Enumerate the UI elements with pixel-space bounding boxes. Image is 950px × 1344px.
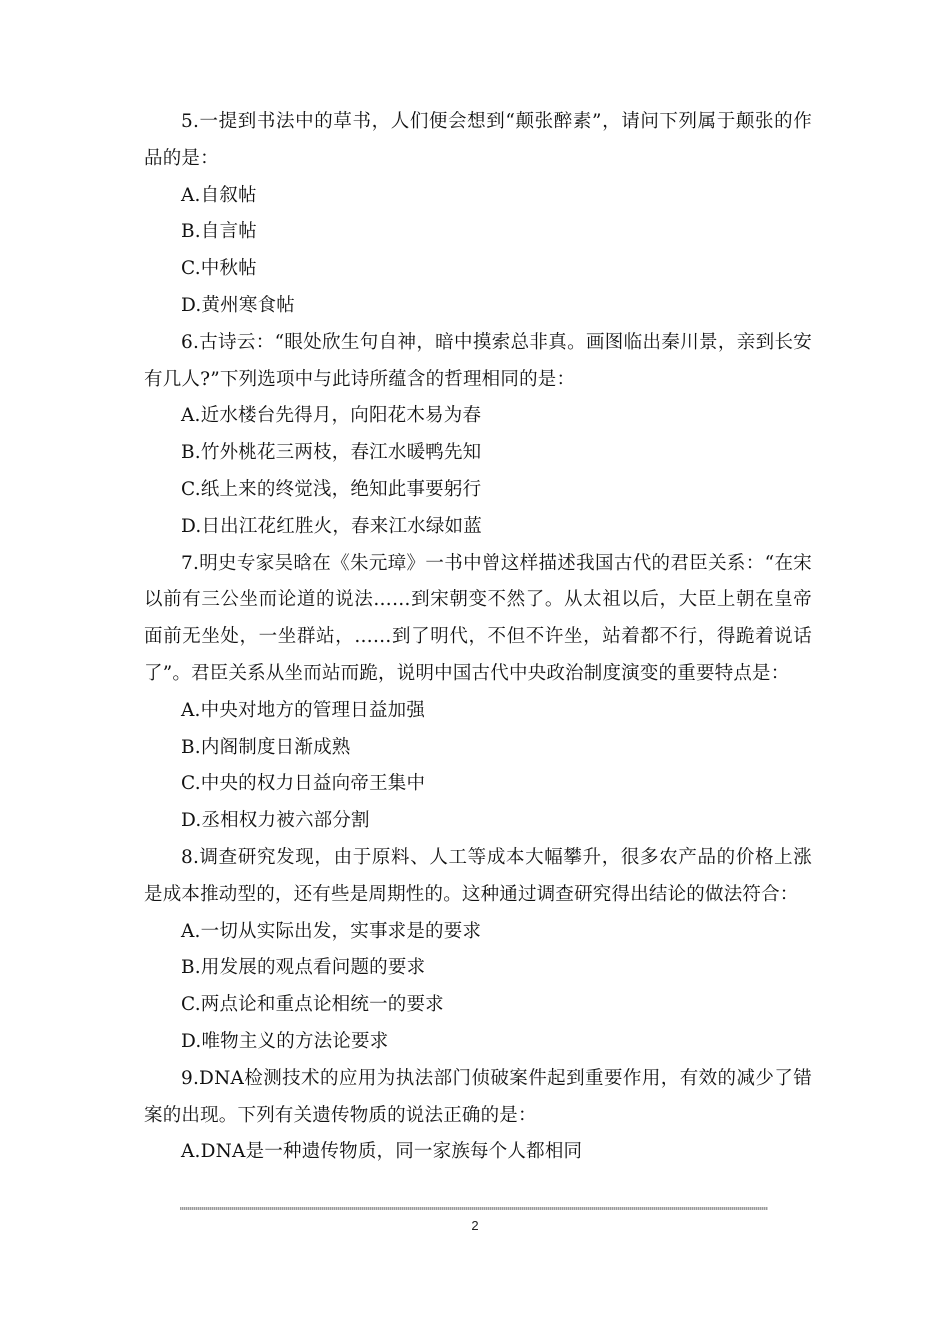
option-d: D.唯物主义的方法论要求 <box>181 1030 389 1052</box>
option-a: A.DNA是一种遗传物质，同一家族每个人都相同 <box>181 1141 583 1163</box>
option-d: D.日出江花红胜火，春来江水绿如蓝 <box>181 515 482 537</box>
option-b: B.竹外桃花三两枝，春江水暖鸭先知 <box>181 442 482 464</box>
question-stem: 9.DNA检测技术的应用为执法部门侦破案件起到重要作用，有效的减少了错案的出现。下列有关遗传物质的说法正确的是： <box>144 1067 812 1126</box>
option-a: A.中央对地方的管理日益加强 <box>181 699 426 721</box>
option-b: B.内阁制度日渐成熟 <box>181 736 351 758</box>
question-stem: 7.明史专家吴晗在《朱元璋》一书中曾这样描述我国古代的君臣关系：“在宋以前有三公坐而论道的说法……到宋朝变不然了。从太祖以后，大臣上朝在皇帝面前无坐处，一坐群站，……到了明代，不但不许坐，站着都不行，得跪着说话了”。君臣关系从坐而站而跪，说明中国古代中央政治制度演变的重要特点是： <box>144 552 812 684</box>
question-5 <box>144 104 812 325</box>
option-a: A.一切从实际出发，实事求是的要求 <box>181 920 482 942</box>
option-b: B.用发展的观点看问题的要求 <box>181 957 426 979</box>
questions-content <box>144 104 812 1171</box>
question-stem: 6.古诗云：“眼处欣生句自神，暗中摸索总非真。画图临出秦川景，亲到长安有几人?”下列选项中与此诗所蕴含的哲理相同的是： <box>144 331 812 390</box>
question-9 <box>144 1061 812 1171</box>
option-c: C.纸上来的终觉浅，绝知此事要躬行 <box>181 478 482 500</box>
question-stem: 8.调查研究发现，由于原料、人工等成本大幅攀升，很多农产品的价格上涨是成本推动型的，还有些是周期性的。这种通过调查研究得出结论的做法符合： <box>144 846 812 905</box>
option-c: C.中央的权力日益向帝王集中 <box>181 773 426 795</box>
question-6 <box>144 325 812 546</box>
question-7 <box>144 546 812 840</box>
question-8 <box>144 840 812 1061</box>
option-d: D.丞相权力被六部分割 <box>181 810 370 832</box>
option-a: A.自叙帖 <box>181 184 257 206</box>
option-a: A.近水楼台先得月，向阳花木易为春 <box>181 405 482 427</box>
option-b: B.自言帖 <box>181 221 257 243</box>
option-d: D.黄州寒食帖 <box>181 294 295 316</box>
page-number: 2 <box>471 1218 479 1233</box>
option-c: C.两点论和重点论相统一的要求 <box>181 994 444 1016</box>
option-c: C.中秋帖 <box>181 258 257 280</box>
footer-divider <box>180 1207 768 1210</box>
question-stem: 5.一提到书法中的草书，人们便会想到“颠张醉素”，请问下列属于颠张的作品的是： <box>144 111 812 169</box>
